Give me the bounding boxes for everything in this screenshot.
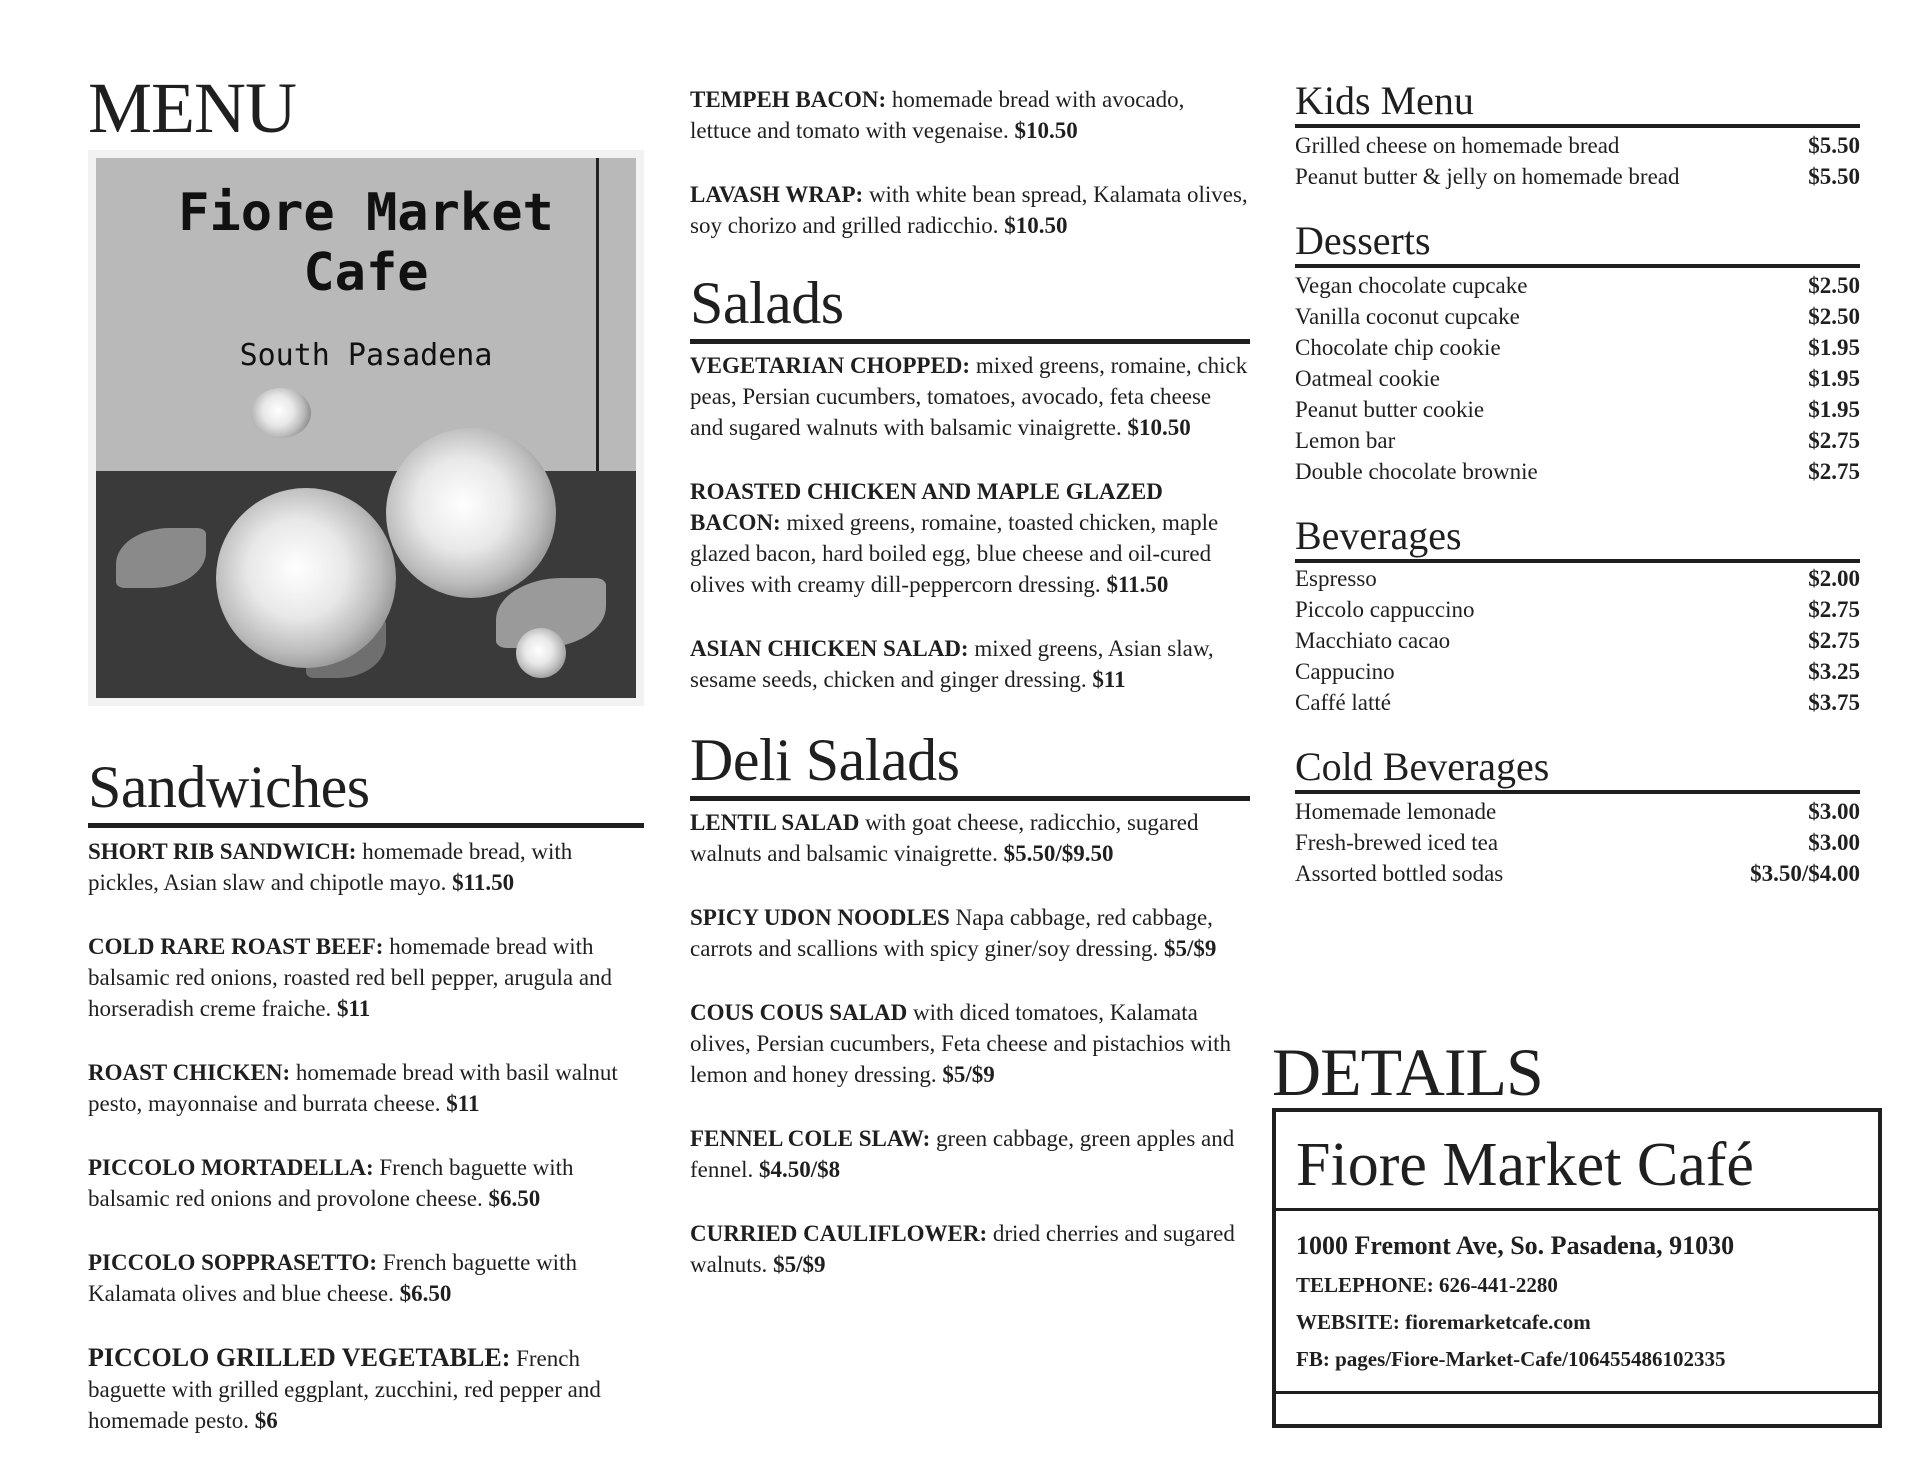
price-row (1295, 130, 1860, 161)
beverages-list (1295, 563, 1860, 718)
details-cafe-name: Fiore Market Café (1276, 1112, 1878, 1211)
item-price: $2.75 (1808, 628, 1860, 653)
details-divider (1276, 1391, 1878, 1394)
item-name: Macchiato cacao (1295, 628, 1451, 653)
salads-heading: Salads (690, 271, 1250, 344)
cafe-photo (88, 150, 644, 706)
item-price: $10.50 (1127, 415, 1191, 440)
item-name: Peanut butter cookie (1295, 397, 1485, 422)
item-desc: mixed greens, Asian slaw, sesame seeds, chicken and ginger dressing. (690, 636, 1214, 692)
menu-item (690, 633, 1250, 695)
sandwiches-list (88, 836, 644, 1436)
item-price: $6.50 (488, 1186, 541, 1211)
menu-title: MENU (88, 68, 296, 148)
item-name: Oatmeal cookie (1295, 366, 1440, 391)
salads-list (690, 350, 1250, 695)
item-price: $2.75 (1808, 428, 1860, 453)
item-price: $11 (1092, 667, 1126, 692)
item-price: $3.25 (1808, 659, 1860, 684)
item-name: Double chocolate brownie (1295, 459, 1538, 484)
photo-sign-line2: Cafe (303, 243, 429, 303)
item-price: $11 (446, 1091, 480, 1116)
rose-shape (251, 388, 311, 438)
item-name: ASIAN CHICKEN SALAD: (690, 636, 969, 661)
item-price: $3.00 (1808, 830, 1860, 855)
column-two (690, 84, 1250, 1280)
item-name: TEMPEH BACON: (690, 87, 887, 112)
item-name: PICCOLO SOPPRASETTO: (88, 1250, 378, 1275)
item-desc: French baguette with Kalamata olives and blue cheese. (88, 1250, 577, 1306)
item-name: Peanut butter & jelly on homemade bread (1295, 164, 1680, 189)
item-desc: mixed greens, romaine, chick peas, Persian cucumbers, tomatoes, avocado, feta cheese and sugared walnuts with balsamic vinaigrette. (690, 353, 1248, 440)
menu-item (690, 84, 1250, 146)
menu-item (690, 179, 1250, 241)
cold-beverages-heading: Cold Beverages (1295, 746, 1860, 794)
details-website: WEBSITE: fioremarketcafe.com (1296, 1310, 1591, 1334)
item-price: $5.50/$9.50 (1003, 841, 1114, 866)
price-row (1295, 796, 1860, 827)
item-price: $1.95 (1808, 397, 1860, 422)
item-name: PICCOLO GRILLED VEGETABLE: (88, 1343, 511, 1372)
menu-item (690, 350, 1250, 443)
item-price: $10.50 (1014, 118, 1078, 143)
item-name: COUS COUS SALAD (690, 1000, 908, 1025)
item-desc: homemade bread, with pickles, Asian slaw and chipotle mayo. (88, 839, 573, 895)
price-row (1295, 687, 1860, 718)
item-name: Lemon bar (1295, 428, 1396, 453)
item-price: $5/$9 (942, 1062, 995, 1087)
item-name: Vanilla coconut cupcake (1295, 304, 1520, 329)
cold-beverages-list (1295, 796, 1860, 889)
price-row (1295, 394, 1860, 425)
item-name: SPICY UDON NOODLES (690, 905, 950, 930)
menu-item (690, 1123, 1250, 1185)
rose-shape (386, 428, 556, 598)
item-name: VEGETARIAN CHOPPED: (690, 353, 971, 378)
photo-sign-title (96, 183, 636, 303)
sandwiches-heading: Sandwiches (88, 755, 644, 828)
item-price: $11.50 (452, 870, 515, 895)
item-desc: Napa cabbage, red cabbage, carrots and scallions with spicy giner/soy dressing. (690, 905, 1213, 961)
item-price: $5/$9 (1163, 936, 1217, 961)
item-price: $6 (254, 1408, 278, 1433)
item-price: $3.50/$4.00 (1750, 861, 1860, 886)
item-price: $10.50 (1004, 213, 1068, 238)
beverages-heading: Beverages (1295, 515, 1860, 563)
item-name: Cappucino (1295, 659, 1395, 684)
menu-item (690, 476, 1250, 600)
price-row (1295, 301, 1860, 332)
item-name: Chocolate chip cookie (1295, 335, 1501, 360)
item-desc: with diced tomatoes, Kalamata olives, Persian cucumbers, Feta cheese and pistachios with lemon and honey dressing. (690, 1000, 1231, 1087)
details-title: DETAILS (1272, 1034, 1543, 1110)
item-price: $11.50 (1106, 572, 1169, 597)
details-telephone: TELEPHONE: 626-441-2280 (1296, 1273, 1558, 1297)
item-name: LAVASH WRAP: (690, 182, 864, 207)
item-name: PICCOLO MORTADELLA: (88, 1155, 374, 1180)
price-row (1295, 425, 1860, 456)
item-price: $5.50 (1808, 164, 1860, 189)
menu-item (88, 1057, 644, 1119)
item-name: ROASTED CHICKEN AND MAPLE GLAZED BACON: (690, 479, 1163, 535)
details-address: 1000 Fremont Ave, So. Pasadena, 91030 (1296, 1231, 1735, 1260)
price-row (1295, 827, 1860, 858)
item-name: LENTIL SALAD (690, 810, 860, 835)
desserts-list (1295, 270, 1860, 487)
details-facebook: FB: pages/Fiore-Market-Cafe/106455486102335 (1296, 1347, 1726, 1371)
price-row (1295, 656, 1860, 687)
item-price: $2.50 (1808, 304, 1860, 329)
deli-salads-heading: Deli Salads (690, 728, 1250, 801)
item-desc: homemade bread with basil walnut pesto, mayonnaise and burrata cheese. (88, 1060, 618, 1116)
item-desc: green cabbage, green apples and fennel. (690, 1126, 1235, 1182)
menu-item (690, 997, 1250, 1090)
item-price: $3.00 (1808, 799, 1860, 824)
item-name: Homemade lemonade (1295, 799, 1497, 824)
photo-sign-line1: Fiore Market (178, 183, 554, 243)
column-three (1295, 80, 1860, 889)
item-price: $1.95 (1808, 366, 1860, 391)
price-row (1295, 363, 1860, 394)
item-desc: French baguette with grilled eggplant, zucchini, red pepper and homemade pesto. (88, 1346, 601, 1433)
menu-item (88, 1247, 644, 1309)
item-name: CURRIED CAULIFLOWER: (690, 1221, 988, 1246)
item-desc: mixed greens, romaine, toasted chicken, maple glazed bacon, hard boiled egg, blue cheese and oil-cured olives with creamy dill-peppercorn dressing. (690, 510, 1219, 597)
item-name: COLD RARE ROAST BEEF: (88, 934, 384, 959)
menu-item (88, 1342, 644, 1436)
item-price: $6.50 (399, 1281, 452, 1306)
item-desc: homemade bread with avocado, lettuce and tomato with vegenaise. (690, 87, 1185, 143)
item-price: $2.75 (1808, 597, 1860, 622)
item-price: $1.95 (1808, 335, 1860, 360)
price-row (1295, 858, 1860, 889)
item-price: $4.50/$8 (758, 1157, 841, 1182)
menu-item (690, 902, 1250, 964)
rose-shape (516, 628, 566, 678)
item-price: $3.75 (1808, 690, 1860, 715)
details-box (1272, 1108, 1882, 1428)
item-price: $5/$9 (773, 1252, 826, 1277)
item-name: Piccolo cappuccino (1295, 597, 1475, 622)
rose-shape (216, 488, 396, 668)
item-desc: dried cherries and sugared walnuts. (690, 1221, 1235, 1277)
item-price: $11 (337, 996, 371, 1021)
kids-menu-heading: Kids Menu (1295, 80, 1860, 128)
item-desc: with white bean spread, Kalamata olives, soy chorizo and grilled radicchio. (690, 182, 1248, 238)
price-row (1295, 270, 1860, 301)
item-price: $2.50 (1808, 273, 1860, 298)
item-name: Fresh-brewed iced tea (1295, 830, 1499, 855)
item-price: $5.50 (1808, 133, 1860, 158)
item-name: Vegan chocolate cupcake (1295, 273, 1528, 298)
item-name: SHORT RIB SANDWICH: (88, 839, 357, 864)
deli-salads-list (690, 807, 1250, 1280)
item-desc: homemade bread with balsamic red onions, roasted red bell pepper, arugula and horseradish creme fraiche. (88, 934, 613, 1021)
item-name: ROAST CHICKEN: (88, 1060, 291, 1085)
price-row (1295, 563, 1860, 594)
price-row (1295, 332, 1860, 363)
item-name: FENNEL COLE SLAW: (690, 1126, 931, 1151)
item-price: $2.75 (1808, 459, 1860, 484)
item-desc: with goat cheese, radicchio, sugared walnuts and balsamic vinaigrette. (690, 810, 1199, 866)
price-row (1295, 161, 1860, 192)
price-row (1295, 625, 1860, 656)
desserts-heading: Desserts (1295, 220, 1860, 268)
menu-item (690, 1218, 1250, 1280)
sandwiches-section (88, 755, 644, 1436)
item-name: Caffé latté (1295, 690, 1391, 715)
menu-item (88, 931, 644, 1024)
item-name: Espresso (1295, 566, 1377, 591)
menu-item (88, 1152, 644, 1214)
price-row (1295, 594, 1860, 625)
menu-item (690, 807, 1250, 869)
photo-sign-subtitle: South Pasadena (239, 338, 493, 373)
item-name: Grilled cheese on homemade bread (1295, 133, 1620, 158)
item-desc: French baguette with balsamic red onions and provolone cheese. (88, 1155, 574, 1211)
kids-menu-list (1295, 130, 1860, 192)
item-price: $2.00 (1808, 566, 1860, 591)
item-name: Assorted bottled sodas (1295, 861, 1504, 886)
menu-item (88, 836, 644, 898)
price-row (1295, 456, 1860, 487)
